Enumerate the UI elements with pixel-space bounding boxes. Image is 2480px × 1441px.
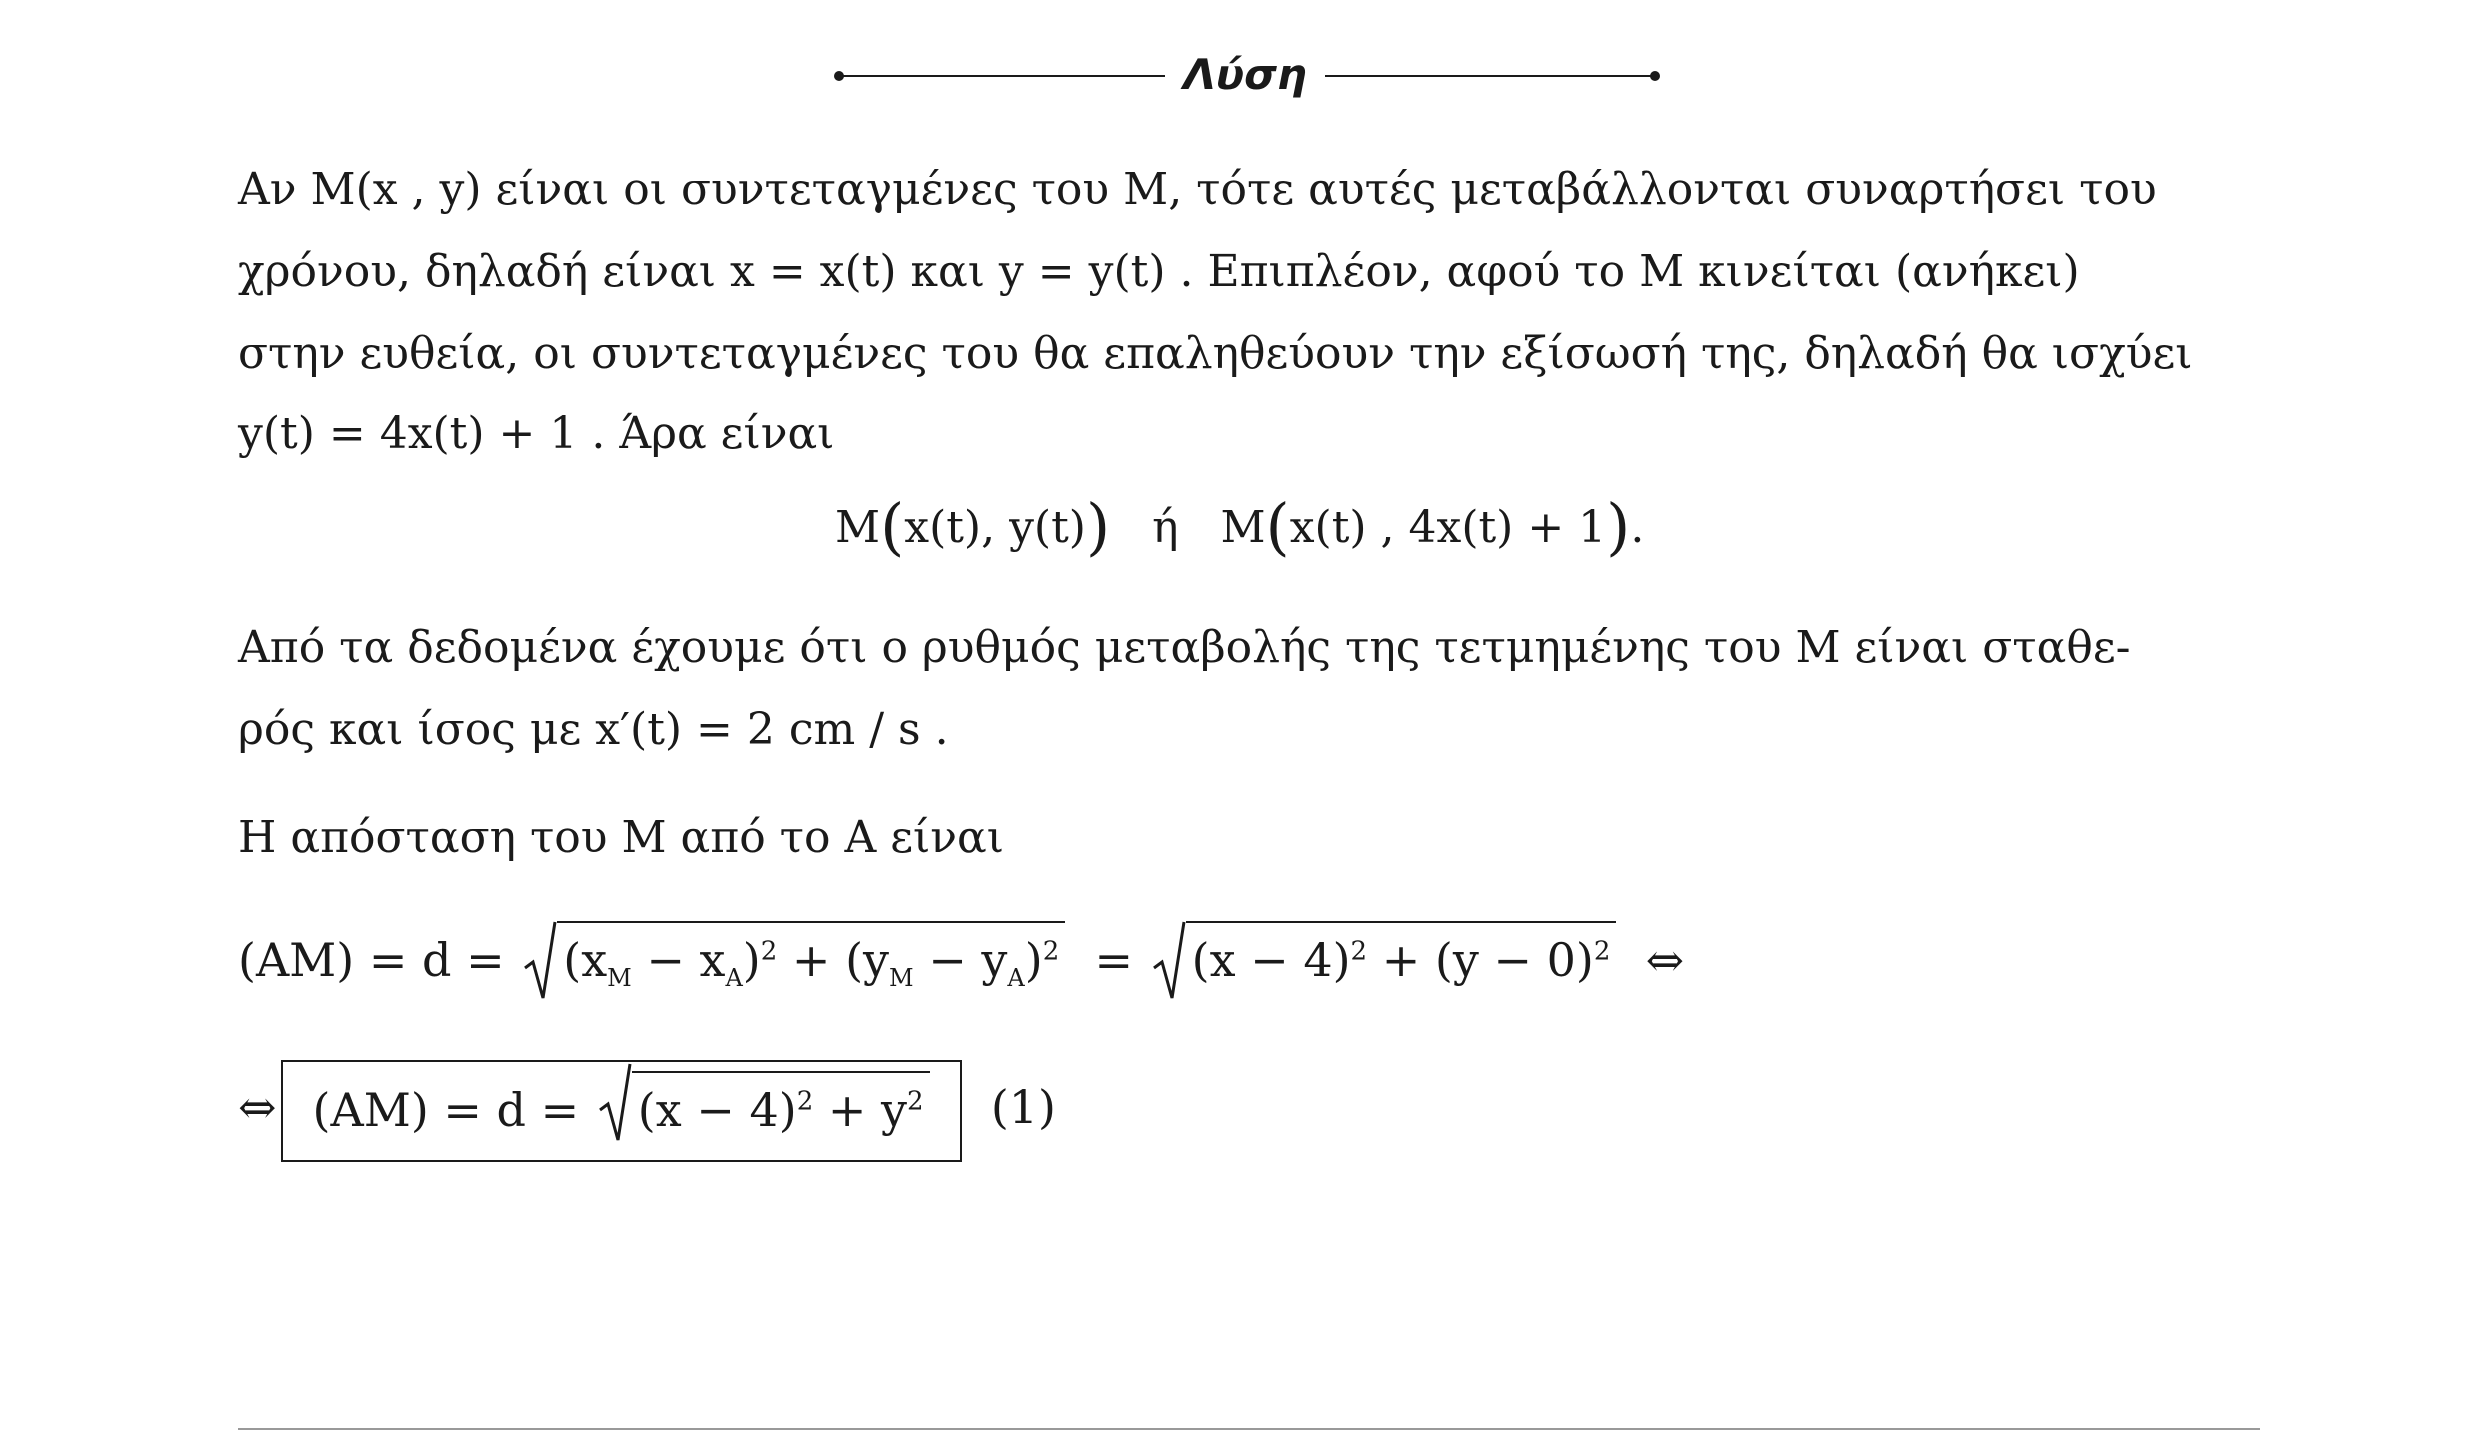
eq2-lhs: (AM) = d = — [238, 933, 505, 987]
bottom-rule — [238, 1428, 2260, 1430]
eq1-right-symbol: M — [1220, 502, 1266, 553]
equation-label: (1) — [990, 1080, 1056, 1134]
eq3-lhs: (AM) = d = — [312, 1083, 580, 1137]
eq1-left-args: x(t), y(t) — [904, 502, 1086, 553]
sqrt-1 — [523, 920, 1065, 1000]
header-dot-right — [1650, 71, 1660, 81]
eq3-iff: ⇔ — [238, 1080, 277, 1134]
eq1-right-args: x(t) , 4x(t) + 1 — [1289, 502, 1607, 553]
sqrt-3-body: $(x - 4)^2 + y^2$ — [632, 1071, 930, 1147]
paragraph-1-line-4: y(t) = 4x(t) + 1 . Άρα είναι — [238, 408, 835, 459]
paragraph-1-line-3: στην ευθεία, οι συντεταγμένες του θα επαληθεύουν την εξίσωσή της, δηλαδή θα ισχύει — [238, 328, 2193, 379]
paragraph-1-line-1: Αν M(x , y) είναι οι συντεταγμένες του M, τότε αυτές μεταβάλλονται συναρτήσει του — [238, 164, 2157, 215]
header-rule-left — [840, 75, 1165, 77]
eq2-equals: = — [1094, 933, 1134, 987]
equation-point-m: M(x(t), y(t)) ή M(x(t) , 4x(t) + 1). — [835, 490, 1645, 563]
sqrt-2 — [1152, 920, 1617, 1000]
paragraph-2-line-2: ρός και ίσος με x′(t) = 2 cm / s . — [238, 704, 949, 755]
eq1-or: ή — [1152, 502, 1179, 553]
section-title: Λύση — [1183, 50, 1307, 99]
sqrt-3 — [598, 1062, 930, 1158]
eq1-left-symbol: M — [835, 502, 881, 553]
radical-sign-icon — [1152, 920, 1186, 1000]
header-rule-right — [1325, 75, 1655, 77]
eq2-iff: ⇔ — [1645, 933, 1685, 987]
radical-sign-icon — [598, 1062, 632, 1142]
section-header — [0, 40, 2480, 110]
equation-result — [238, 1060, 1056, 1162]
radical-sign-icon — [523, 920, 557, 1000]
paragraph-3-line-1: Η απόσταση του M από το A είναι — [238, 812, 1005, 863]
equation-distance — [238, 920, 1684, 1000]
result-box — [281, 1060, 962, 1162]
paragraph-2-line-1: Από τα δεδομένα έχουμε ότι ο ρυθμός μεταβολής της τετμημένης του M είναι σταθε- — [238, 622, 2131, 673]
paragraph-1-line-2: χρόνου, δηλαδή είναι x = x(t) και y = y(t) . Επιπλέον, αφού το M κινείται (ανήκει) — [238, 246, 2080, 297]
sqrt-1-body: $(x_M - x_A)^2 + (y_M - y_A)^2$ — [557, 921, 1065, 997]
eq1-end: . — [1630, 502, 1645, 553]
sqrt-2-body: $(x - 4)^2 + (y - 0)^2$ — [1186, 921, 1617, 997]
